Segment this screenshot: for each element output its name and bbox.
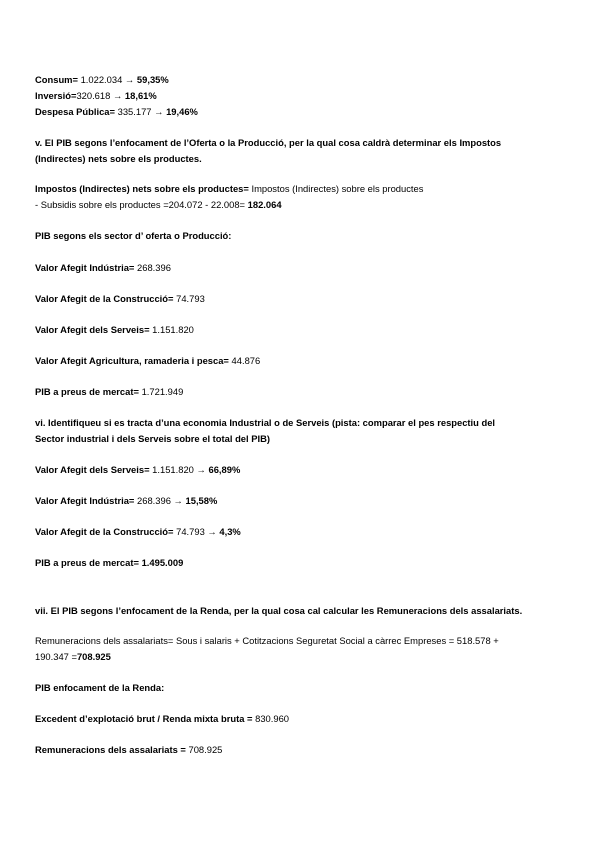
impostos-text-2: - Subsidis sobre els productes =204.072 - 22.008= bbox=[35, 199, 246, 210]
impostos-text-1: Impostos (Indirectes) sobre els productes bbox=[251, 183, 424, 194]
remuneracions-calc-result: 708.925 bbox=[76, 651, 111, 662]
arrow-icon: → bbox=[154, 106, 164, 117]
pib-mercat-value: 1.721.949 bbox=[141, 386, 184, 397]
section-vii-heading: vii. El PIB segons l’enfocament de la Renda, per la qual cosa cal calcular les Remuneracions dels assalariats. bbox=[35, 605, 523, 616]
consum-label: Consum= bbox=[35, 74, 78, 85]
excedent-line bbox=[35, 711, 570, 727]
inversio-label: Inversió= bbox=[35, 90, 77, 101]
section-vi-heading-line-1: vi. Identifiqueu si es tracta d’una economia Industrial o de Serveis (pista: comparar el pes respectiu del bbox=[35, 417, 496, 428]
arrow-icon: → bbox=[173, 495, 183, 506]
va-serveis-label: Valor Afegit dels Serveis= bbox=[35, 324, 150, 335]
remuneracions-line bbox=[35, 742, 570, 758]
va-industria-line bbox=[35, 260, 570, 276]
excedent-value: 830.960 bbox=[255, 713, 289, 724]
va-serveis-value: 1.151.820 bbox=[152, 324, 194, 335]
vi-construccio-line bbox=[35, 524, 570, 540]
remuneracions-calc-text-2: 190.347 = bbox=[35, 651, 77, 662]
vi-pib-label: PIB a preus de mercat= bbox=[35, 557, 139, 568]
oferta-heading: PIB segons els sector d’ oferta o Producció: bbox=[35, 230, 232, 241]
vi-industria-pct: 15,58% bbox=[185, 495, 218, 506]
impostos-result: 182.064 bbox=[247, 199, 282, 210]
arrow-icon: → bbox=[207, 526, 217, 537]
va-industria-value: 268.396 bbox=[137, 262, 171, 273]
vi-construccio-value: 74.793 bbox=[176, 526, 205, 537]
arrow-icon: → bbox=[124, 74, 135, 85]
vi-serveis-value: 1.151.820 bbox=[152, 464, 194, 475]
inversio-value: 320.618 bbox=[76, 90, 111, 101]
section-vi-heading bbox=[35, 415, 570, 447]
despesa-pct: 19,46% bbox=[166, 106, 198, 117]
va-construccio-line bbox=[35, 291, 570, 307]
section-v-heading-line-2: (Indirectes) nets sobre els productes. bbox=[35, 153, 202, 164]
remuneracions-calc bbox=[35, 633, 570, 665]
va-agricultura-label: Valor Afegit Agricultura, ramaderia i pesca= bbox=[35, 355, 229, 366]
despesa-label: Despesa Pública= bbox=[35, 106, 115, 117]
vi-serveis-pct: 66,89% bbox=[208, 464, 241, 475]
vi-industria-line bbox=[35, 493, 570, 509]
inversio-line bbox=[35, 88, 570, 104]
va-construccio-value: 74.793 bbox=[176, 293, 205, 304]
despesa-line bbox=[35, 104, 570, 120]
consum-pct: 59,35% bbox=[136, 74, 169, 85]
renda-heading: PIB enfocament de la Renda: bbox=[35, 682, 165, 693]
va-agricultura-value: 44.876 bbox=[231, 355, 261, 366]
pib-mercat-label: PIB a preus de mercat= bbox=[35, 386, 139, 397]
impostos-block bbox=[35, 181, 570, 213]
vi-industria-label: Valor Afegit Indústria= bbox=[35, 495, 135, 506]
va-industria-label: Valor Afegit Indústria= bbox=[35, 262, 135, 273]
va-serveis-line bbox=[35, 322, 570, 338]
vi-construccio-label: Valor Afegit de la Construcció= bbox=[35, 526, 174, 537]
vi-industria-value: 268.396 bbox=[137, 495, 171, 506]
section-v-heading-line-1: v. El PIB segons l’enfocament de l’Oferta o la Producció, per la qual cosa caldrà determinar els Impostos bbox=[35, 137, 502, 148]
va-construccio-label: Valor Afegit de la Construcció= bbox=[35, 293, 174, 304]
va-agricultura-line bbox=[35, 353, 570, 369]
section-vi-heading-line-2: Sector industrial i dels Serveis sobre el total del PIB) bbox=[35, 433, 270, 444]
section-v-heading bbox=[35, 135, 570, 167]
despesa-value: 335.177 bbox=[117, 106, 152, 117]
remuneracions-label: Remuneracions dels assalariats = bbox=[35, 744, 186, 755]
vi-serveis-label: Valor Afegit dels Serveis= bbox=[35, 464, 150, 475]
inversio-pct: 18,61% bbox=[124, 90, 157, 101]
vi-construccio-pct: 4,3% bbox=[219, 526, 241, 537]
remuneracions-value: 708.925 bbox=[188, 744, 223, 755]
remuneracions-calc-line-1: Remuneracions dels assalariats= Sous i salaris + Cotitzacions Seguretat Social a càrrec Empreses = 518.578 + bbox=[35, 635, 499, 646]
impostos-label: Impostos (Indirectes) nets sobre els productes= bbox=[35, 183, 249, 194]
impostos-line-2 bbox=[35, 197, 570, 213]
vi-pib-value: 1.495.009 bbox=[141, 557, 184, 568]
pib-mercat-line bbox=[35, 384, 570, 400]
arrow-icon: → bbox=[196, 464, 206, 475]
vi-pib-line bbox=[35, 555, 570, 571]
arrow-icon: → bbox=[112, 90, 123, 101]
vi-serveis-line bbox=[35, 462, 570, 478]
consum-line bbox=[35, 72, 570, 88]
impostos-line-1 bbox=[35, 181, 570, 197]
remuneracions-calc-line-2 bbox=[35, 649, 570, 665]
excedent-label: Excedent d’explotació brut / Renda mixta bruta = bbox=[35, 713, 253, 724]
consum-value: 1.022.034 bbox=[80, 74, 123, 85]
